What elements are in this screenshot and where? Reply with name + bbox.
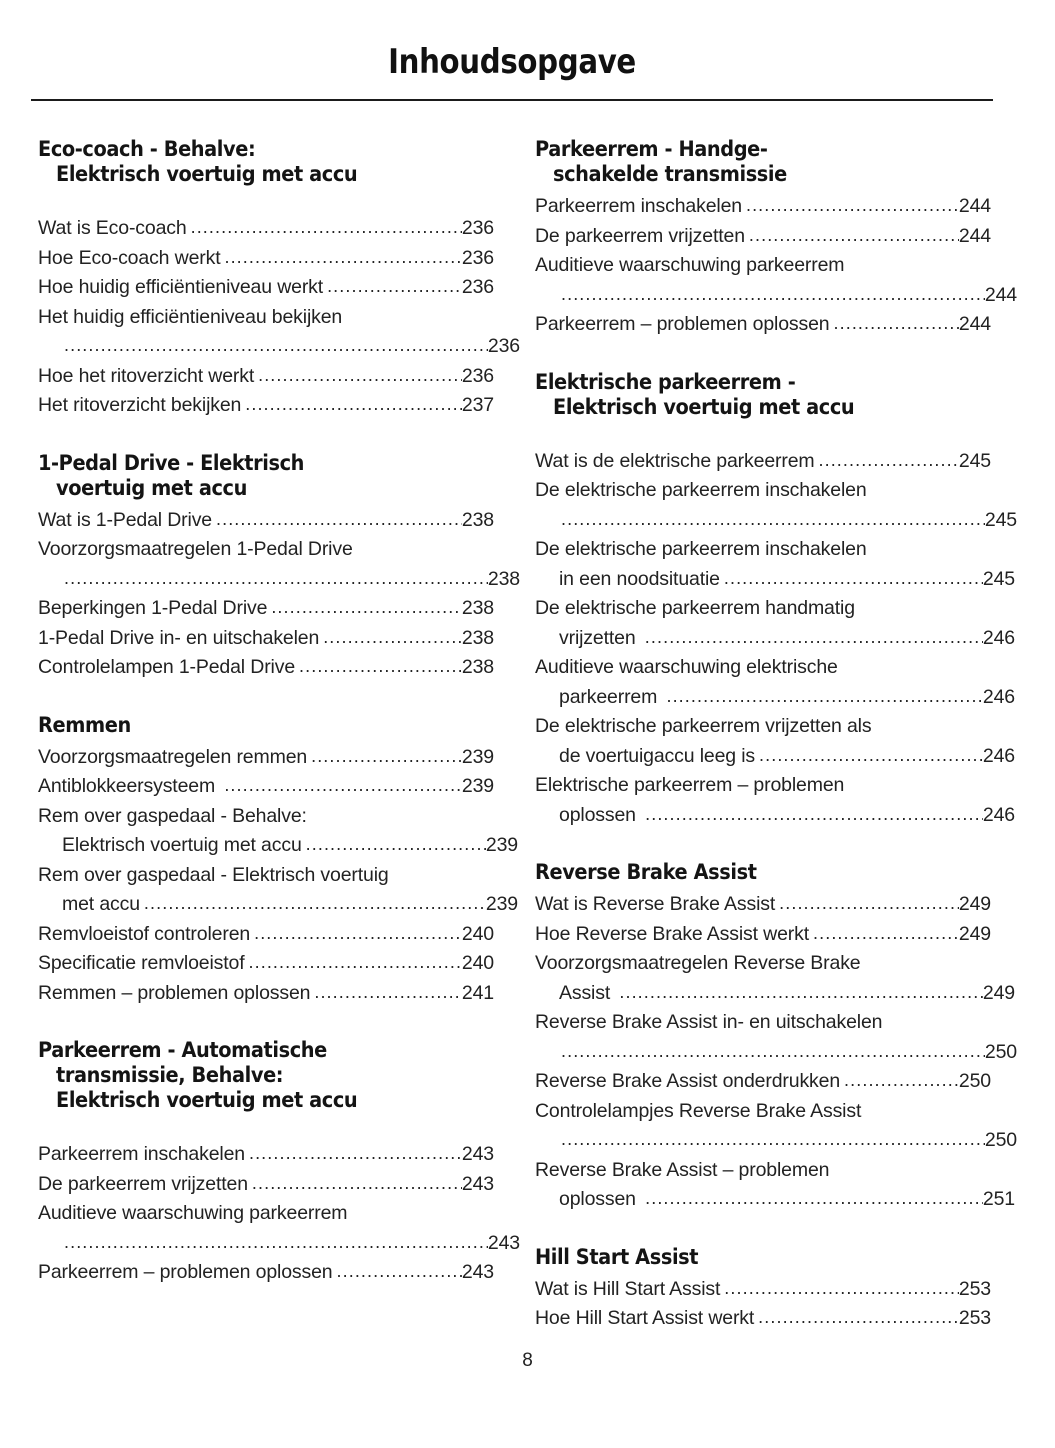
toc-page-number: 240 bbox=[461, 952, 494, 974]
toc-entry-line bbox=[535, 920, 991, 950]
toc-entry-line bbox=[38, 535, 494, 565]
toc-dot-leader bbox=[144, 889, 486, 919]
toc-dot-leader bbox=[252, 1169, 462, 1199]
toc-entry[interactable] bbox=[38, 214, 494, 244]
toc-section-heading-line: 1-Pedal Drive - Elektrisch bbox=[38, 450, 305, 476]
toc-entry-line bbox=[535, 476, 991, 506]
toc-page-number: 237 bbox=[461, 394, 494, 416]
toc-entry-line bbox=[535, 1067, 991, 1097]
toc-entry-line bbox=[38, 890, 518, 920]
toc-entry-line bbox=[38, 1258, 494, 1288]
toc-column-right bbox=[535, 137, 1017, 1334]
toc-dot-leader bbox=[323, 623, 462, 653]
toc-entry[interactable] bbox=[38, 624, 494, 654]
toc-entry-line bbox=[535, 192, 991, 222]
toc-entry-line bbox=[38, 1140, 494, 1170]
toc-entry-text: in een noodsituatie bbox=[559, 567, 720, 590]
toc-entry-text: De elektrische parkeerrem inschakelen bbox=[535, 538, 867, 560]
toc-entry[interactable] bbox=[38, 653, 494, 683]
toc-entry[interactable] bbox=[535, 1067, 991, 1097]
toc-page-number: 245 bbox=[984, 508, 1017, 531]
toc-section-heading-line: transmissie, Behalve: bbox=[56, 1063, 284, 1088]
toc-page-number: 250 bbox=[984, 1129, 1017, 1151]
toc-dot-leader bbox=[64, 1228, 488, 1258]
toc-dot-leader bbox=[844, 1066, 959, 1096]
toc-entry-leader-line bbox=[535, 506, 1017, 536]
toc-dot-leader bbox=[191, 213, 462, 243]
toc-dot-leader bbox=[271, 593, 462, 623]
toc-entry[interactable] bbox=[38, 594, 494, 624]
toc-entry[interactable] bbox=[38, 743, 494, 773]
toc-section-heading bbox=[38, 451, 494, 501]
toc-dot-leader bbox=[314, 978, 462, 1008]
toc-entry-list bbox=[535, 1275, 991, 1334]
toc-page-number: 244 bbox=[958, 313, 991, 335]
toc-dot-leader bbox=[337, 1257, 462, 1287]
toc-entry-leader-line bbox=[535, 1038, 1017, 1068]
toc-entry-leader-line bbox=[38, 332, 520, 362]
toc-dot-leader bbox=[561, 1037, 985, 1067]
toc-section-heading-line: Remmen bbox=[38, 712, 131, 738]
toc-entry-text: Rem over gaspedaal - Elektrisch voertuig bbox=[38, 863, 389, 886]
toc-page-number: 236 bbox=[461, 364, 494, 387]
toc-entry[interactable] bbox=[535, 1304, 991, 1334]
toc-entry[interactable] bbox=[38, 244, 494, 274]
toc-entry[interactable] bbox=[38, 1199, 520, 1258]
toc-dot-leader bbox=[254, 919, 462, 949]
toc-entry-line bbox=[38, 1170, 494, 1200]
toc-entry-line bbox=[535, 742, 1015, 772]
toc-entry[interactable] bbox=[535, 1275, 991, 1305]
toc-entry-line bbox=[535, 712, 991, 742]
toc-entry-leader-line bbox=[38, 1229, 520, 1259]
toc-entry-line bbox=[38, 214, 494, 244]
toc-dot-leader bbox=[758, 1303, 959, 1333]
toc-page-number: 243 bbox=[461, 1172, 494, 1195]
toc-entry[interactable] bbox=[38, 772, 494, 802]
toc-entry-line bbox=[535, 594, 991, 624]
toc-page-number: 243 bbox=[487, 1231, 520, 1254]
toc-entry-text: Wat is de elektrische parkeerrem bbox=[535, 449, 815, 472]
toc-page-number: 250 bbox=[958, 1070, 991, 1092]
toc-entry-text: Wat is 1-Pedal Drive bbox=[38, 508, 212, 531]
toc-dot-leader bbox=[327, 272, 462, 302]
toc-entry-text: 1-Pedal Drive in- en uitschakelen bbox=[38, 626, 320, 649]
toc-entry-text: Auditieve waarschuwing elektrische bbox=[535, 656, 838, 678]
toc-dot-leader bbox=[645, 800, 983, 830]
toc-entry-text: Voorzorgsmaatregelen Reverse Brake bbox=[535, 952, 861, 974]
toc-entry-text: Hoe Eco-coach werkt bbox=[38, 246, 221, 269]
toc-entry-text: De parkeerrem vrijzetten bbox=[535, 224, 745, 247]
toc-entry[interactable] bbox=[38, 303, 520, 362]
toc-entry-text: met accu bbox=[62, 893, 140, 915]
toc-page-number: 246 bbox=[982, 626, 1015, 649]
toc-entry-line bbox=[38, 594, 494, 624]
toc-page-number: 246 bbox=[982, 803, 1015, 826]
toc-entry-list bbox=[535, 192, 1017, 340]
toc-entry-text: Reverse Brake Assist – problemen bbox=[535, 1158, 830, 1181]
toc-section bbox=[38, 137, 520, 421]
toc-section bbox=[38, 1038, 520, 1288]
toc-page-number: 253 bbox=[958, 1307, 991, 1329]
toc-entry-line bbox=[38, 979, 494, 1009]
toc-entry-text: Reverse Brake Assist in- en uitschakelen bbox=[535, 1011, 883, 1033]
toc-entry-text: Parkeerrem – problemen oplossen bbox=[535, 313, 830, 335]
toc-entry-line bbox=[38, 624, 494, 654]
toc-entry[interactable] bbox=[38, 949, 494, 979]
toc-entry[interactable] bbox=[38, 362, 494, 392]
toc-entry-leader-line bbox=[535, 281, 1017, 311]
page-number: 8 bbox=[522, 1350, 533, 1371]
toc-section-heading bbox=[535, 860, 991, 885]
toc-dot-leader bbox=[216, 505, 462, 535]
toc-entry-line bbox=[535, 565, 1015, 595]
toc-entry-line bbox=[535, 1156, 991, 1186]
toc-section-heading bbox=[535, 370, 991, 420]
toc-entry-list bbox=[38, 743, 518, 1009]
toc-section-heading bbox=[535, 137, 991, 187]
toc-entry[interactable] bbox=[535, 653, 1015, 712]
toc-page-number: 251 bbox=[982, 1188, 1015, 1210]
toc-entry-line bbox=[535, 890, 991, 920]
title-divider bbox=[31, 99, 993, 101]
toc-entry-leader-line bbox=[38, 565, 520, 595]
toc-entry[interactable] bbox=[535, 535, 1015, 594]
toc-entry[interactable] bbox=[38, 391, 494, 421]
toc-dot-leader bbox=[724, 564, 983, 594]
toc-entry[interactable] bbox=[535, 251, 1017, 310]
toc-dot-leader bbox=[619, 978, 983, 1008]
toc-section bbox=[38, 450, 520, 683]
toc-dot-leader bbox=[306, 830, 486, 860]
toc-page-number: 236 bbox=[461, 276, 494, 298]
toc-entry-line bbox=[38, 362, 494, 392]
toc-dot-leader bbox=[311, 742, 462, 772]
toc-section-heading-line: Elektrisch voertuig met accu bbox=[553, 394, 855, 420]
toc-page-number: 246 bbox=[982, 685, 1015, 708]
toc-entry-line bbox=[535, 251, 991, 281]
toc-page-number: 238 bbox=[461, 508, 494, 531]
toc-entry[interactable] bbox=[38, 1170, 494, 1200]
toc-section bbox=[38, 712, 518, 1009]
toc-entry-line bbox=[535, 801, 1015, 831]
toc-dot-leader bbox=[779, 889, 959, 919]
toc-dot-leader bbox=[561, 280, 985, 310]
toc-entry-line bbox=[38, 772, 494, 802]
toc-entry-text: oplossen bbox=[559, 803, 642, 826]
toc-entry-line bbox=[38, 949, 494, 979]
toc-dot-leader bbox=[724, 1274, 959, 1304]
toc-section-heading bbox=[38, 137, 494, 187]
toc-entry[interactable] bbox=[535, 949, 1015, 1008]
toc-entry[interactable] bbox=[38, 535, 520, 594]
toc-entry-text: Hoe huidig efficiëntieniveau werkt bbox=[38, 276, 324, 298]
toc-entry[interactable] bbox=[535, 310, 991, 340]
toc-page-number: 249 bbox=[982, 981, 1015, 1004]
toc-page-number: 238 bbox=[461, 597, 494, 619]
toc-page-number: 236 bbox=[487, 335, 520, 357]
toc-entry-text: Parkeerrem – problemen oplossen bbox=[38, 1261, 333, 1283]
toc-entry-text: vrijzetten bbox=[559, 626, 641, 649]
toc-section-heading-line: Elektrisch voertuig met accu bbox=[56, 162, 358, 187]
toc-entry-line bbox=[535, 979, 1015, 1009]
toc-entry-line bbox=[535, 683, 1015, 713]
toc-entry-text: oplossen bbox=[559, 1188, 642, 1210]
toc-entry-text: Rem over gaspedaal - Behalve: bbox=[38, 804, 307, 827]
toc-entry-text: Hoe het ritoverzicht werkt bbox=[38, 364, 255, 387]
toc-entry-line bbox=[38, 802, 494, 832]
toc-section bbox=[535, 860, 1017, 1215]
toc-entry-text: Hoe Reverse Brake Assist werkt bbox=[535, 922, 810, 945]
toc-entry-text: Beperkingen 1-Pedal Drive bbox=[38, 597, 268, 619]
toc-entry-line bbox=[38, 391, 494, 421]
toc-entry-line bbox=[535, 1097, 991, 1127]
toc-entry-text: Remmen – problemen oplossen bbox=[38, 981, 311, 1004]
toc-page-number: 239 bbox=[461, 775, 494, 797]
toc-dot-leader bbox=[666, 682, 982, 712]
toc-dot-leader bbox=[224, 243, 461, 273]
page-title: Inhoudsopgave bbox=[388, 42, 636, 82]
toc-entry-text: Voorzorgsmaatregelen 1-Pedal Drive bbox=[38, 538, 353, 560]
toc-entry-text: De elektrische parkeerrem handmatig bbox=[535, 597, 855, 619]
toc-entry-line bbox=[535, 222, 991, 252]
toc-entry-list bbox=[38, 1140, 520, 1288]
toc-entry-text: Voorzorgsmaatregelen remmen bbox=[38, 745, 308, 768]
toc-entry-line bbox=[38, 920, 494, 950]
toc-entry-line bbox=[535, 535, 991, 565]
toc-entry[interactable] bbox=[535, 192, 991, 222]
toc-entry-text: Parkeerrem inschakelen bbox=[38, 1143, 245, 1165]
toc-entry-line bbox=[38, 653, 494, 683]
toc-section-heading-line: Elektrisch voertuig met accu bbox=[56, 1088, 358, 1113]
toc-section-heading-line: Parkeerrem - Automatische bbox=[38, 1038, 327, 1063]
toc-entry[interactable] bbox=[38, 506, 494, 536]
toc-entry-text: Antiblokkeersysteem bbox=[38, 775, 221, 797]
toc-entry[interactable] bbox=[38, 861, 518, 920]
toc-page-number: 238 bbox=[461, 626, 494, 649]
toc-section-heading bbox=[535, 1245, 991, 1270]
toc-dot-leader bbox=[749, 221, 959, 251]
toc-entry[interactable] bbox=[535, 712, 1015, 771]
toc-dot-leader bbox=[645, 1184, 983, 1214]
toc-entry-text: Reverse Brake Assist onderdrukken bbox=[535, 1070, 841, 1092]
toc-page-number: 240 bbox=[461, 922, 494, 945]
toc-dot-leader bbox=[64, 331, 488, 361]
toc-entry-list bbox=[535, 890, 1017, 1215]
toc-section-heading-line: schakelde transmissie bbox=[553, 162, 787, 187]
toc-entry[interactable] bbox=[535, 920, 991, 950]
toc-entry[interactable] bbox=[535, 771, 1015, 830]
toc-entry-text: Hoe Hill Start Assist werkt bbox=[535, 1307, 755, 1329]
toc-dot-leader bbox=[258, 361, 462, 391]
toc-entry-text: Het ritoverzicht bekijken bbox=[38, 394, 242, 416]
toc-entry[interactable] bbox=[535, 1008, 1017, 1067]
toc-entry-line bbox=[38, 244, 494, 274]
toc-entry-text: Elektrisch voertuig met accu bbox=[62, 834, 302, 856]
toc-section-heading-line: Reverse Brake Assist bbox=[535, 860, 757, 885]
toc-dot-leader bbox=[245, 390, 462, 420]
toc-entry-text: Wat is Reverse Brake Assist bbox=[535, 893, 776, 915]
toc-dot-leader bbox=[64, 564, 488, 594]
toc-entry-text: Controlelampjes Reverse Brake Assist bbox=[535, 1099, 862, 1122]
toc-dot-leader bbox=[834, 309, 959, 339]
toc-page-number: 249 bbox=[958, 922, 991, 945]
toc-page-number: 245 bbox=[958, 449, 991, 472]
toc-entry[interactable] bbox=[535, 476, 1017, 535]
toc-entry-line bbox=[38, 743, 494, 773]
toc-entry-text: Auditieve waarschuwing parkeerrem bbox=[535, 254, 845, 276]
toc-dot-leader bbox=[746, 191, 959, 221]
toc-section-heading-line: voertuig met accu bbox=[56, 475, 247, 501]
toc-dot-leader bbox=[249, 948, 462, 978]
toc-dot-leader bbox=[645, 623, 983, 653]
toc-entry-line bbox=[535, 771, 991, 801]
toc-entry-line bbox=[535, 653, 991, 683]
toc-entry-text: De elektrische parkeerrem vrijzetten als bbox=[535, 715, 872, 737]
toc-section bbox=[535, 369, 1017, 831]
toc-entry-text: Remvloeistof controleren bbox=[38, 922, 251, 945]
toc-section-heading-line: Elektrische parkeerrem - bbox=[535, 369, 796, 395]
toc-section-heading bbox=[38, 1038, 494, 1113]
toc-entry[interactable] bbox=[535, 1097, 1017, 1156]
toc-entry-line bbox=[38, 273, 494, 303]
toc-entry-line bbox=[535, 1008, 991, 1038]
toc-section-heading-line: Parkeerrem - Handge- bbox=[535, 137, 768, 162]
toc-entry-text: Specificatie remvloeistof bbox=[38, 952, 245, 974]
toc-entry-text: Wat is Hill Start Assist bbox=[535, 1277, 721, 1300]
toc-page-number: 239 bbox=[461, 745, 494, 768]
toc-entry-list bbox=[38, 506, 520, 683]
toc-page-number: 243 bbox=[461, 1261, 494, 1283]
toc-dot-leader bbox=[813, 919, 959, 949]
toc-entry-line bbox=[535, 310, 991, 340]
toc-entry[interactable] bbox=[535, 222, 991, 252]
toc-page-number: 246 bbox=[982, 744, 1015, 767]
toc-page-number: 244 bbox=[958, 195, 991, 217]
toc-entry[interactable] bbox=[38, 1258, 494, 1288]
toc-page-number: 236 bbox=[461, 246, 494, 269]
toc-page-number: 244 bbox=[958, 224, 991, 247]
toc-entry-text: de voertuigaccu leeg is bbox=[559, 744, 756, 767]
toc-entry-text: parkeerrem bbox=[559, 685, 663, 708]
toc-dot-leader bbox=[759, 741, 983, 771]
toc-entry-text: Parkeerrem inschakelen bbox=[535, 195, 742, 217]
toc-page-number: 250 bbox=[984, 1040, 1017, 1063]
toc-entry-text: Het huidig efficiëntieniveau bekijken bbox=[38, 305, 343, 328]
toc-entry-list bbox=[38, 214, 520, 421]
toc-entry-line bbox=[38, 1199, 494, 1229]
toc-page-number: 245 bbox=[982, 567, 1015, 590]
toc-page-number: 238 bbox=[487, 567, 520, 590]
toc-page-number: 239 bbox=[485, 893, 518, 915]
toc-section-heading bbox=[38, 713, 494, 738]
toc-entry-list bbox=[535, 447, 1017, 831]
toc-page-number: 241 bbox=[461, 981, 494, 1004]
toc-section-heading-line: Eco-coach - Behalve: bbox=[38, 137, 256, 162]
toc-page-number: 249 bbox=[958, 893, 991, 915]
toc-entry-text: Assist bbox=[559, 981, 616, 1004]
toc-entry-line bbox=[535, 1304, 991, 1334]
toc-page-number: 239 bbox=[485, 834, 518, 856]
toc-entry[interactable] bbox=[38, 802, 518, 861]
toc-page-number: 253 bbox=[958, 1277, 991, 1300]
toc-dot-leader bbox=[561, 505, 985, 535]
toc-section bbox=[535, 137, 1017, 340]
toc-section bbox=[535, 1245, 991, 1334]
toc-dot-leader bbox=[299, 652, 462, 682]
toc-page-number: 236 bbox=[461, 217, 494, 239]
toc-column-left bbox=[38, 137, 520, 1288]
toc-entry-line bbox=[38, 831, 518, 861]
toc-entry[interactable] bbox=[38, 1140, 494, 1170]
toc-entry[interactable] bbox=[38, 920, 494, 950]
toc-entry-text: Wat is Eco-coach bbox=[38, 217, 187, 239]
toc-entry-line bbox=[535, 624, 1015, 654]
toc-entry-text: Elektrische parkeerrem – problemen bbox=[535, 774, 845, 796]
toc-dot-leader bbox=[249, 1139, 462, 1169]
toc-entry-line bbox=[38, 303, 494, 333]
toc-entry-text: De elektrische parkeerrem inschakelen bbox=[535, 479, 867, 501]
toc-entry-line bbox=[38, 506, 494, 536]
toc-entry[interactable] bbox=[38, 979, 494, 1009]
toc-entry-line bbox=[535, 1275, 991, 1305]
toc-entry[interactable] bbox=[535, 447, 991, 477]
toc-entry-text: Auditieve waarschuwing parkeerrem bbox=[38, 1202, 348, 1224]
toc-page-number: 243 bbox=[461, 1143, 494, 1165]
toc-dot-leader bbox=[561, 1125, 985, 1155]
toc-dot-leader bbox=[819, 446, 959, 476]
toc-entry-text: De parkeerrem vrijzetten bbox=[38, 1172, 248, 1195]
toc-entry-line bbox=[535, 447, 991, 477]
toc-entry-line bbox=[535, 949, 991, 979]
toc-page-number: 238 bbox=[461, 656, 494, 678]
toc-dot-leader bbox=[224, 771, 462, 801]
toc-page-number: 244 bbox=[984, 283, 1017, 306]
toc-entry-line bbox=[535, 1185, 1015, 1215]
toc-entry-line bbox=[38, 861, 494, 891]
toc-entry-leader-line bbox=[535, 1126, 1017, 1156]
toc-entry[interactable] bbox=[38, 273, 494, 303]
toc-entry[interactable] bbox=[535, 594, 1015, 653]
toc-entry[interactable] bbox=[535, 1156, 1015, 1215]
toc-entry-text: Controlelampen 1-Pedal Drive bbox=[38, 656, 296, 678]
toc-entry[interactable] bbox=[535, 890, 991, 920]
toc-section-heading-line: Hill Start Assist bbox=[535, 1244, 699, 1270]
